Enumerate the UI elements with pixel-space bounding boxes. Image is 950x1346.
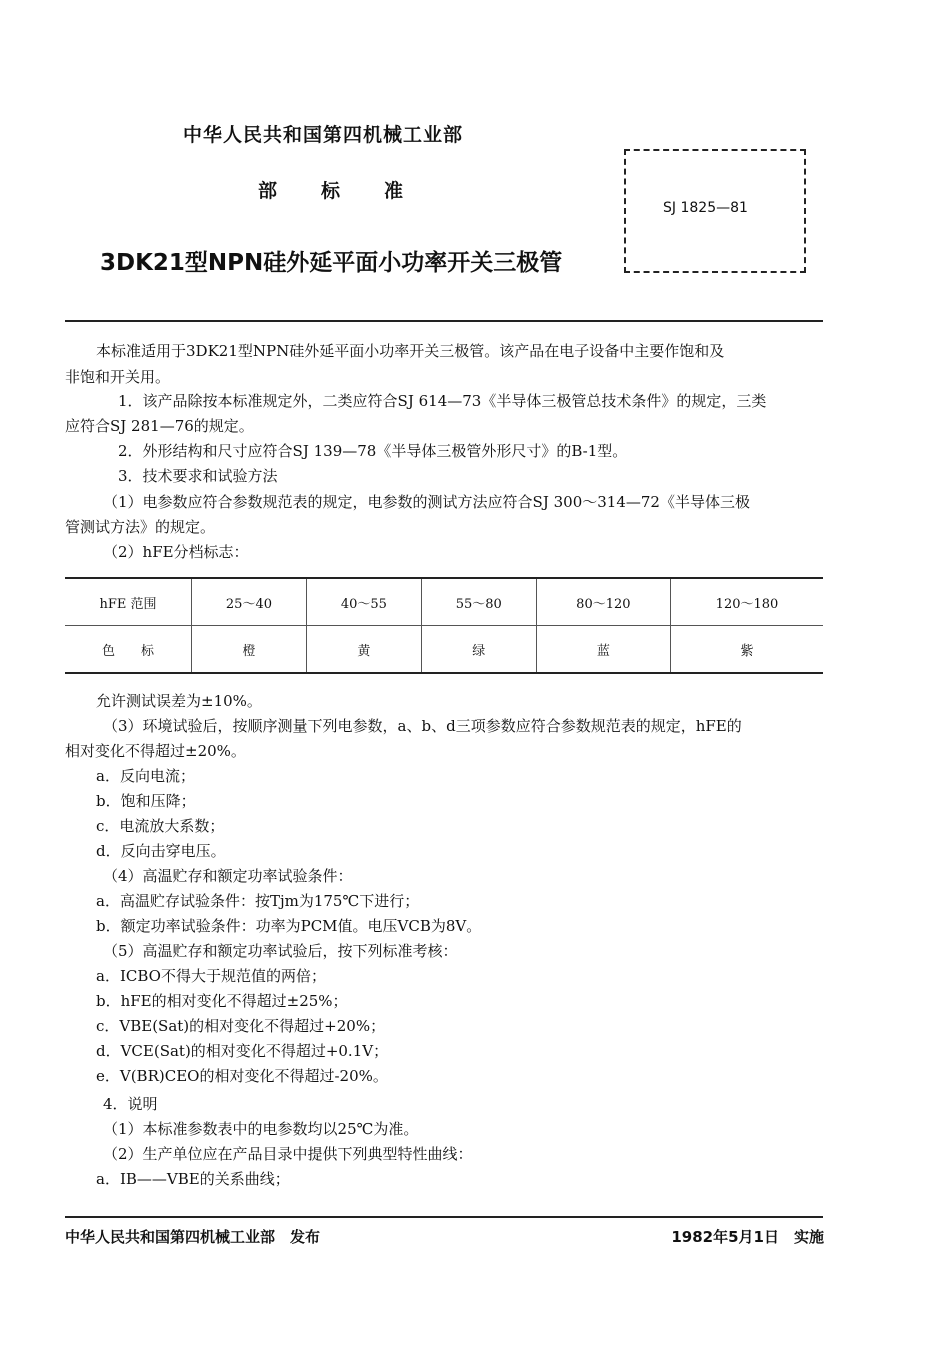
item3-4: （4）高温贮存和额定功率试验条件： (103, 867, 353, 885)
item3-5-c: c．VBE(Sat)的相对变化不得超过+20%； (96, 1017, 386, 1035)
hfe-grading-table (65, 577, 823, 674)
item4-1: （1）本标准参数表中的电参数均以25℃为准。 (103, 1120, 419, 1138)
footer-divider (65, 1216, 823, 1218)
item3-5-b: b．hFE的相对变化不得超过±25%； (96, 992, 348, 1010)
item3-3-line-2: 相对变化不得超过±20%。 (65, 742, 246, 760)
item3-3-d: d．反向击穿电压。 (96, 842, 226, 860)
item3-2: （2）hFE分档标志： (103, 543, 249, 561)
color-label: 色 标 (101, 643, 154, 659)
standard-type-char-3: 准 (384, 180, 404, 202)
tolerance-note: 允许测试误差为±10%。 (96, 692, 262, 710)
item1-line-1: 1．该产品除按本标准规定外，二类应符合SJ 614—73《半导体三极管总技术条件》的规定，三类 (118, 392, 767, 410)
intro-line-1: 本标准适用于3DK21型NPN硅外延平面小功率开关三极管。该产品在电子设备中主要作饱和及 (96, 342, 725, 360)
color-cell: 橙 (192, 626, 307, 674)
item3-5-d: d．VCE(Sat)的相对变化不得超过+0.1V； (96, 1042, 389, 1060)
standard-type (258, 176, 447, 203)
header-divider (65, 320, 823, 322)
item4-heading: 4．说明 (103, 1095, 158, 1113)
hfe-range-label: hFE 范围 (65, 578, 192, 626)
item3-3-line-1: （3）环境试验后，按顺序测量下列电参数，a、b、d三项参数应符合参数规范表的规定，hFE的 (103, 717, 742, 735)
item3-heading: 3．技术要求和试验方法 (118, 467, 278, 485)
item3-1-line-1: （1）电参数应符合参数规范表的规定，电参数的测试方法应符合SJ 300～314—72《半导体三极 (103, 493, 750, 511)
item1-line-2: 应符合SJ 281—76的规定。 (65, 417, 254, 435)
item3-5-a: a．ICBO不得大于规范值的两倍； (96, 967, 326, 985)
table-row (65, 578, 823, 626)
footer-date: 1982年5月1日 实施 (671, 1228, 824, 1246)
item3-5: （5）高温贮存和额定功率试验后，按下列标准考核： (103, 942, 458, 960)
item3-4-b: b．额定功率试验条件：功率为PCM值。电压VCB为8V。 (96, 917, 482, 935)
item3-1-line-2: 管测试方法》的规定。 (65, 518, 216, 536)
standard-type-char-2: 标 (321, 180, 341, 202)
item3-4-a: a．高温贮存试验条件：按Tjm为175℃下进行； (96, 892, 420, 910)
color-cell: 黄 (306, 626, 421, 674)
range-cell: 120～180 (670, 578, 823, 626)
item3-3-a: a．反向电流； (96, 767, 195, 785)
item3-5-e: e．V(BR)CEO的相对变化不得超过-20%。 (96, 1067, 388, 1085)
range-cell: 55～80 (421, 578, 536, 626)
item4-2-a: a．IB——VBE的关系曲线； (96, 1170, 290, 1188)
color-cell: 绿 (421, 626, 536, 674)
color-cell: 紫 (670, 626, 823, 674)
range-cell: 80～120 (536, 578, 670, 626)
range-cell: 40～55 (306, 578, 421, 626)
color-cell: 蓝 (536, 626, 670, 674)
range-cell: 25～40 (192, 578, 307, 626)
standard-code: SJ 1825—81 (663, 200, 748, 216)
table-row (65, 626, 823, 674)
item4-2: （2）生产单位应在产品目录中提供下列典型特性曲线： (103, 1145, 473, 1163)
item3-3-c: c．电流放大系数； (96, 817, 225, 835)
standard-type-char-1: 部 (258, 180, 278, 202)
document-title: 3DK21型NPN硅外延平面小功率开关三极管 (100, 250, 563, 276)
item3-3-b: b．饱和压降； (96, 792, 196, 810)
footer-publisher: 中华人民共和国第四机械工业部 发布 (65, 1228, 321, 1246)
ministry-name: 中华人民共和国第四机械工业部 (183, 124, 464, 146)
item2: 2．外形结构和尺寸应符合SJ 139—78《半导体三极管外形尺寸》的B-1型。 (118, 442, 628, 460)
intro-line-2: 非饱和开关用。 (65, 368, 171, 386)
